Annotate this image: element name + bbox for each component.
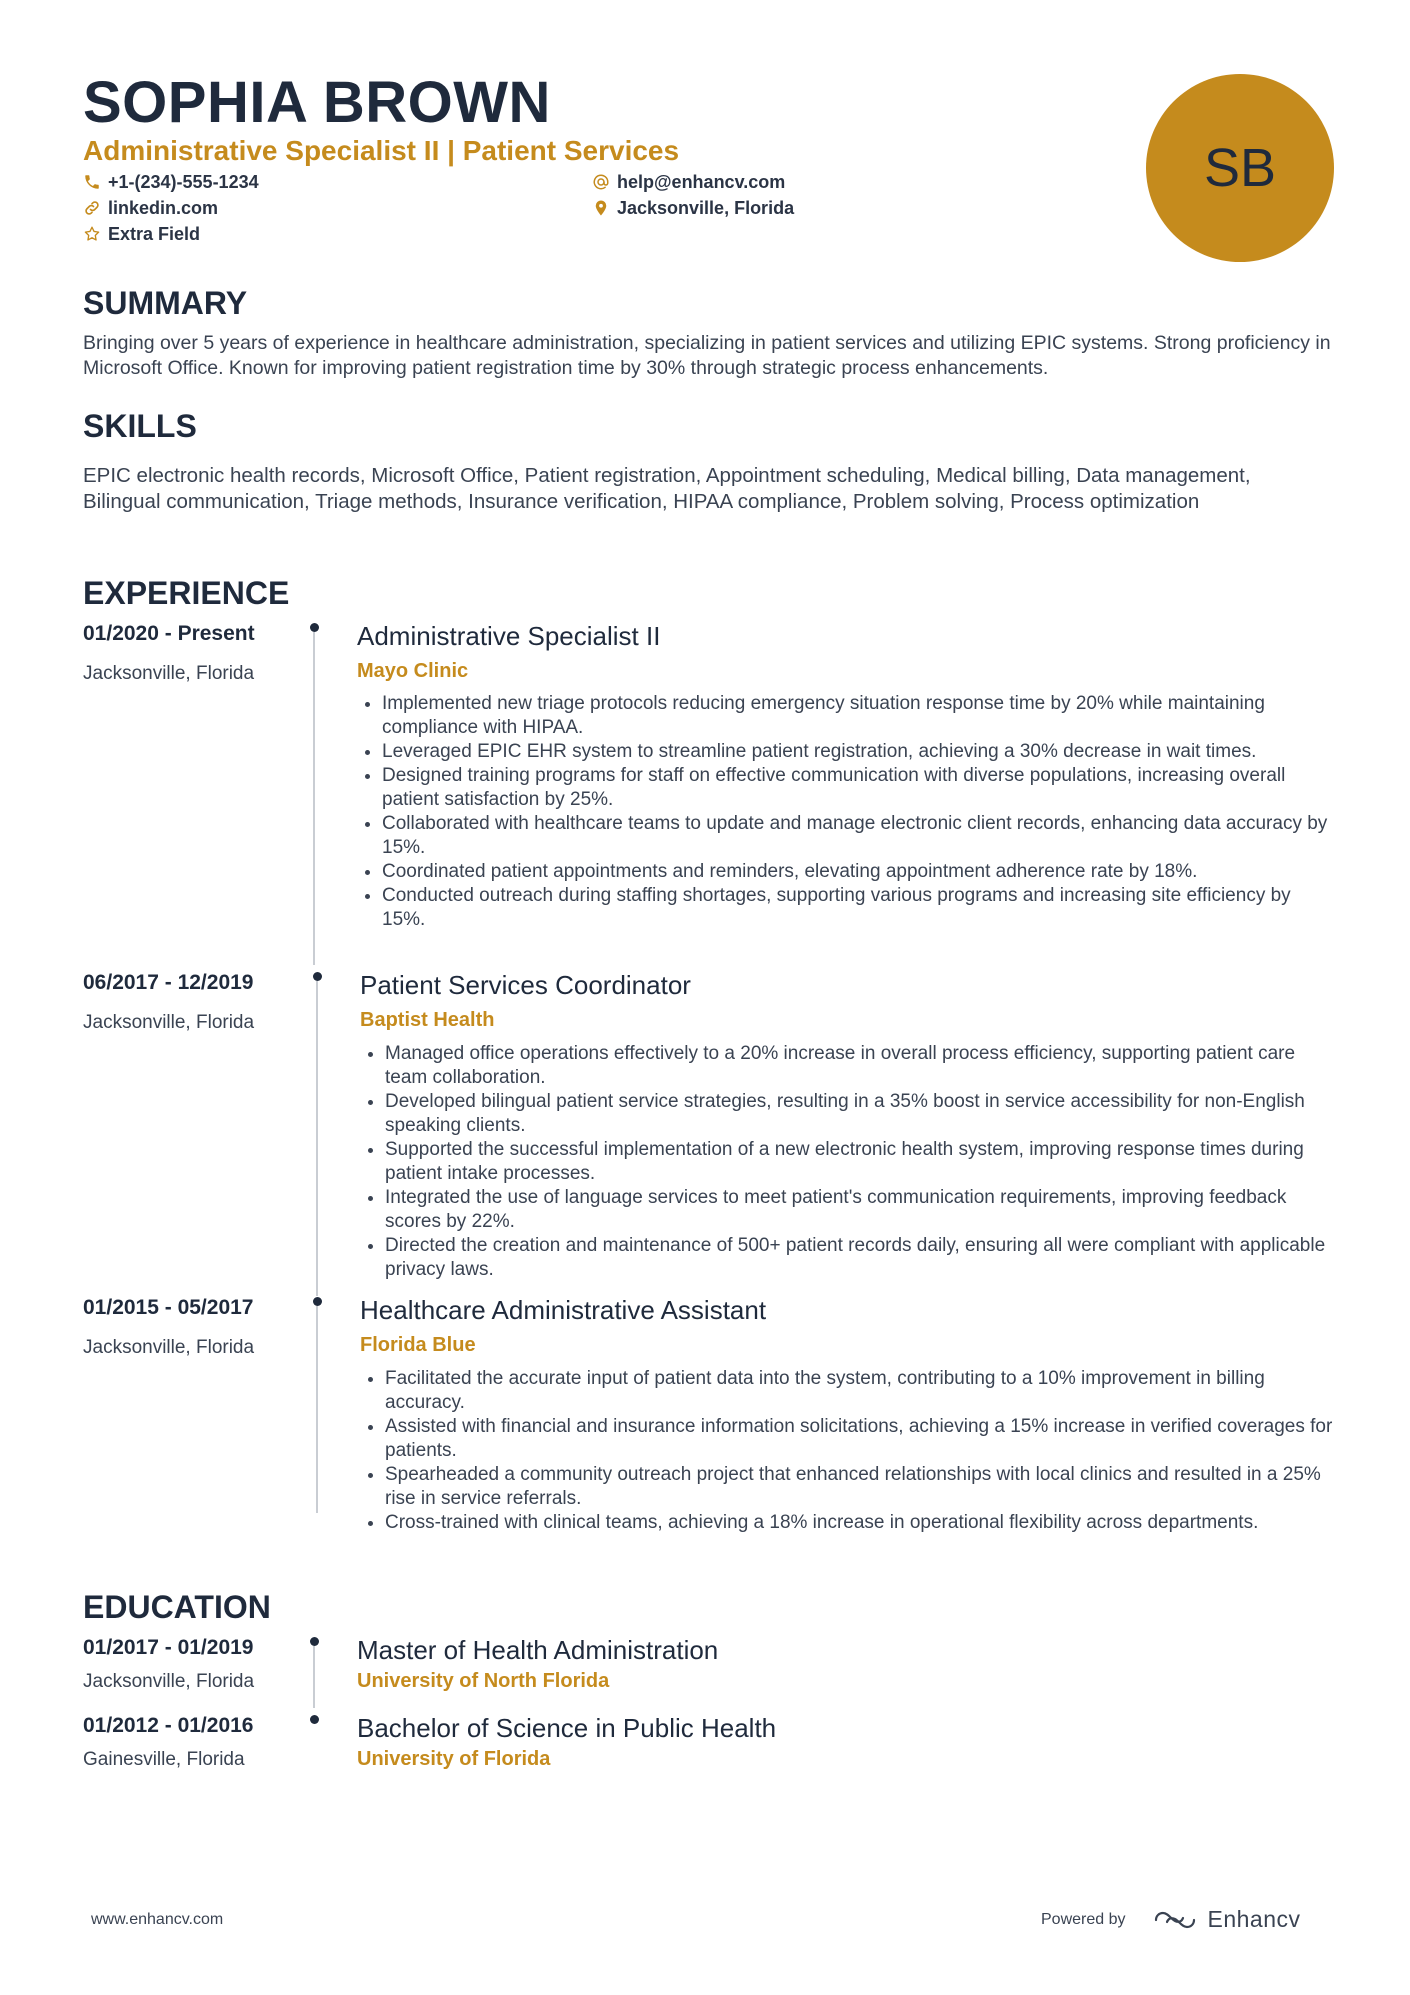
contact-location <box>592 196 794 220</box>
experience-location: Jacksonville, Florida <box>83 663 255 684</box>
contact-linkedin <box>83 196 218 220</box>
experience-org: Mayo Clinic <box>357 660 469 682</box>
map-pin-icon <box>592 199 610 217</box>
timeline-dot <box>310 1715 319 1724</box>
experience-bullets <box>360 692 1335 932</box>
experience-org: Florida Blue <box>360 1334 476 1356</box>
linkedin-text: linkedin.com <box>108 198 219 218</box>
contact-email <box>592 170 785 194</box>
bullet-item: Assisted with financial and insurance information solicitations, achieving a 15% increase in verified coverages for patients. <box>363 1415 1338 1463</box>
phone-icon <box>83 173 101 191</box>
extra-text: Extra Field <box>108 224 201 244</box>
star-icon <box>83 225 101 243</box>
bullet-item: Coordinated patient appointments and reminders, elevating appointment adherence rate by 18%. <box>360 860 1335 884</box>
experience-location: Jacksonville, Florida <box>83 1012 255 1033</box>
timeline-line <box>316 1306 318 1513</box>
bullet-item: Integrated the use of language services to meet patient's communication requirements, improving feedback scores by 22%. <box>363 1186 1338 1234</box>
experience-org: Baptist Health <box>360 1009 495 1031</box>
contact-extra <box>83 222 200 246</box>
experience-bullets <box>363 1042 1338 1282</box>
timeline-dot <box>313 1297 322 1306</box>
timeline-line <box>316 981 318 1296</box>
education-school: University of North Florida <box>357 1670 610 1692</box>
education-school: University of Florida <box>357 1748 551 1770</box>
contact-phone <box>83 170 259 194</box>
timeline-dot <box>313 972 322 981</box>
bullet-item: Supported the successful implementation of a new electronic health system, improving response times during patient intake processes. <box>363 1138 1338 1186</box>
at-sign-icon <box>592 173 610 191</box>
experience-bullets <box>363 1367 1338 1535</box>
education-date: 01/2012 - 01/2016 <box>83 1714 254 1737</box>
candidate-name: SOPHIA BROWN <box>83 70 551 135</box>
education-location: Jacksonville, Florida <box>83 1671 255 1692</box>
skills-title: SKILLS <box>83 408 197 444</box>
experience-date: 06/2017 - 12/2019 <box>83 971 254 994</box>
bullet-item: Collaborated with healthcare teams to update and manage electronic client records, enhancing data accuracy by 15%. <box>360 812 1335 860</box>
link-icon <box>83 199 101 217</box>
experience-date: 01/2020 - Present <box>83 622 255 645</box>
footer-website-link[interactable]: www.enhancv.com <box>91 1911 224 1928</box>
avatar: SB <box>1146 74 1334 262</box>
bullet-item: Cross-trained with clinical teams, achieving a 18% increase in operational flexibility across departments. <box>363 1511 1338 1535</box>
powered-by-label: Powered by <box>1041 1910 1126 1928</box>
brand-link[interactable] <box>1152 1906 1301 1933</box>
bullet-item: Facilitated the accurate input of patient data into the system, contributing to a 10% improvement in billing accuracy. <box>363 1367 1338 1415</box>
bullet-item: Developed bilingual patient service strategies, resulting in a 35% boost in service accessibility for non-English speaking clients. <box>363 1090 1338 1138</box>
education-degree: Master of Health Administration <box>357 1635 719 1665</box>
bullet-item: Implemented new triage protocols reducing emergency situation response time by 20% while maintaining compliance with HIPAA. <box>360 692 1335 740</box>
enhancv-logo-icon <box>1152 1908 1198 1932</box>
bullet-item: Directed the creation and maintenance of 500+ patient records daily, ensuring all were compliant with applicable privacy laws. <box>363 1234 1338 1282</box>
location-text: Jacksonville, Florida <box>617 198 795 218</box>
bullet-item: Managed office operations effectively to a 20% increase in overall process efficiency, supporting patient care team collaboration. <box>363 1042 1338 1090</box>
timeline-line <box>313 632 315 965</box>
education-title: EDUCATION <box>83 1589 271 1625</box>
experience-role: Healthcare Administrative Assistant <box>360 1295 767 1325</box>
summary-text: Bringing over 5 years of experience in healthcare administration, specializing in patient services and utilizing EPIC systems. Strong proficiency in Microsoft Office. Known for improving patient registration time by 30% through strategic process enhancements. <box>83 332 1331 379</box>
education-date: 01/2017 - 01/2019 <box>83 1636 254 1659</box>
experience-title: EXPERIENCE <box>83 575 290 611</box>
education-location: Gainesville, Florida <box>83 1749 245 1770</box>
candidate-headline: Administrative Specialist II | Patient Services <box>83 135 680 166</box>
brand-name: Enhancv <box>1207 1906 1301 1932</box>
timeline-dot <box>310 1637 319 1646</box>
email-text: help@enhancv.com <box>617 172 786 192</box>
experience-role: Administrative Specialist II <box>357 621 661 651</box>
bullet-item: Conducted outreach during staffing shortages, supporting various programs and increasing site efficiency by 15%. <box>360 884 1335 932</box>
bullet-item: Spearheaded a community outreach project that enhanced relationships with local clinics and resulted in a 25% rise in service referrals. <box>363 1463 1338 1511</box>
timeline-line <box>313 1646 315 1708</box>
footer-powered-by <box>1041 1906 1301 1933</box>
experience-date: 01/2015 - 05/2017 <box>83 1296 254 1319</box>
experience-role: Patient Services Coordinator <box>360 970 691 1000</box>
phone-text: +1-(234)-555-1234 <box>108 172 259 192</box>
experience-location: Jacksonville, Florida <box>83 1337 255 1358</box>
bullet-item: Leveraged EPIC EHR system to streamline patient registration, achieving a 30% decrease in wait times. <box>360 740 1335 764</box>
summary-title: SUMMARY <box>83 285 248 321</box>
timeline-dot <box>310 623 319 632</box>
education-degree: Bachelor of Science in Public Health <box>357 1713 777 1743</box>
bullet-item: Designed training programs for staff on effective communication with diverse populations, increasing overall patient satisfaction by 25%. <box>360 764 1335 812</box>
skills-text: EPIC electronic health records, Microsoft Office, Patient registration, Appointment scheduling, Medical billing, Data management, Bilingual communication, Triage methods, Insurance verification, HIPAA compliance, Problem solving, Process optimization <box>83 464 1251 513</box>
